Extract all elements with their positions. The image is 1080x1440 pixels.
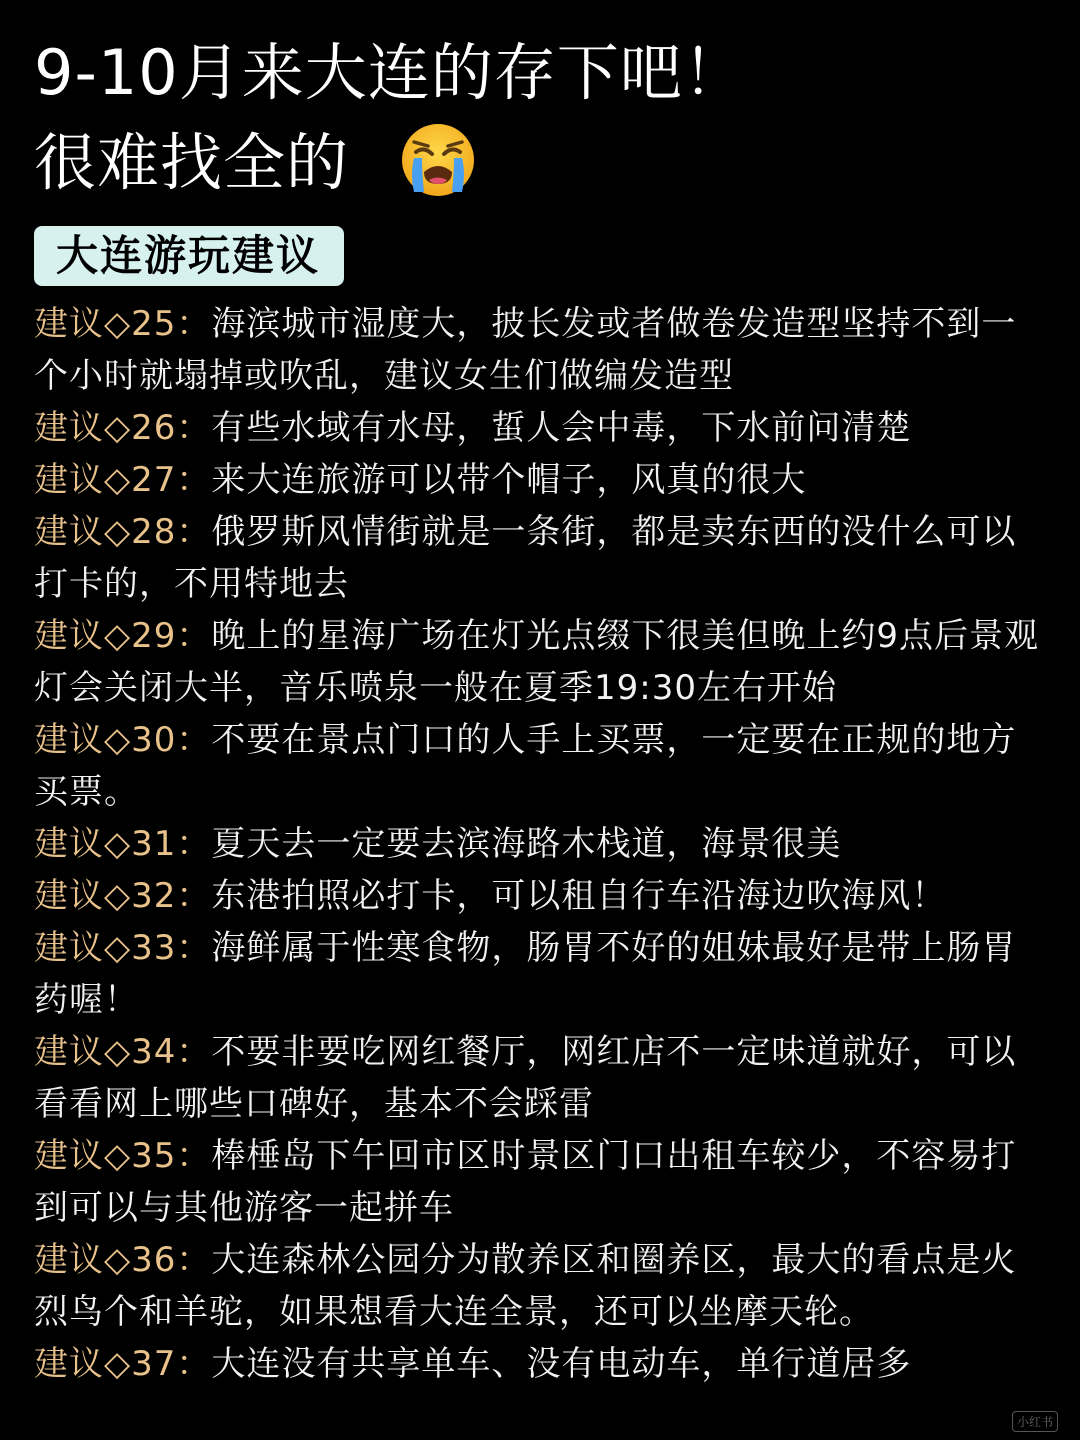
tip-text: 晚上的星海广场在灯光点缀下很美但晚上约9点后景观灯会关闭大半，音乐喷泉一般在夏季19:30左右开始	[34, 616, 1040, 708]
list-item	[34, 1130, 1046, 1234]
tip-text: 东港拍照必打卡，可以租自行车沿海边吹海风！	[211, 876, 947, 916]
tips-list	[34, 298, 1046, 1390]
tip-label: 建议◇32：	[34, 876, 212, 916]
tip-label: 建议◇33：	[34, 928, 212, 968]
list-item	[34, 1026, 1046, 1130]
page-title	[34, 28, 1046, 208]
tip-label: 建议◇30：	[34, 720, 212, 760]
list-item	[34, 298, 1046, 402]
title-line-2: 很难找全的	[34, 126, 350, 199]
list-item	[34, 610, 1046, 714]
loudly-crying-face-icon	[400, 122, 476, 198]
list-item	[34, 402, 1046, 454]
list-item	[34, 714, 1046, 818]
list-item	[34, 922, 1046, 1026]
tip-text: 不要非要吃网红餐厅，网红店不一定味道就好，可以看看网上哪些口碑好，基本不会踩雷	[34, 1032, 1017, 1124]
tip-text: 大连没有共享单车、没有电动车，单行道居多	[211, 1344, 912, 1384]
tip-label: 建议◇36：	[34, 1240, 212, 1280]
list-item	[34, 1338, 1046, 1390]
tip-label: 建议◇31：	[34, 824, 212, 864]
tip-text: 海滨城市湿度大，披长发或者做卷发造型坚持不到一个小时就塌掉或吹乱，建议女生们做编发造型	[34, 304, 1017, 396]
tip-text: 棒棰岛下午回市区时景区门口出租车较少，不容易打到可以与其他游客一起拼车	[34, 1136, 1017, 1228]
tip-label: 建议◇29：	[34, 616, 212, 656]
tip-label: 建议◇28：	[34, 512, 212, 552]
list-item	[34, 506, 1046, 610]
list-item	[34, 1234, 1046, 1338]
tip-label: 建议◇35：	[34, 1136, 212, 1176]
tip-label: 建议◇26：	[34, 408, 212, 448]
list-item	[34, 870, 1046, 922]
tip-label: 建议◇25：	[34, 304, 212, 344]
tip-text: 俄罗斯风情街就是一条街，都是卖东西的没什么可以打卡的，不用特地去	[34, 512, 1017, 604]
tip-label: 建议◇37：	[34, 1344, 212, 1384]
tip-text: 来大连旅游可以带个帽子，风真的很大	[211, 460, 807, 500]
tip-label: 建议◇27：	[34, 460, 212, 500]
list-item	[34, 454, 1046, 506]
tip-text: 有些水域有水母，蜇人会中毒，下水前问清楚	[211, 408, 912, 448]
list-item	[34, 818, 1046, 870]
tip-text: 海鲜属于性寒食物，肠胃不好的姐妹最好是带上肠胃药喔！	[34, 928, 1017, 1020]
watermark: 小红书	[1012, 1411, 1058, 1432]
tip-text: 夏天去一定要去滨海路木栈道，海景很美	[211, 824, 842, 864]
tip-label: 建议◇34：	[34, 1032, 212, 1072]
tip-text: 大连森林公园分为散养区和圈养区，最大的看点是火烈鸟个和羊驼，如果想看大连全景，还可以坐摩天轮。	[34, 1240, 1017, 1332]
title-line-1: 9-10月来大连的存下吧！	[34, 36, 746, 109]
tip-text: 不要在景点门口的人手上买票，一定要在正规的地方买票。	[34, 720, 1017, 812]
section-tag: 大连游玩建议	[34, 226, 344, 286]
